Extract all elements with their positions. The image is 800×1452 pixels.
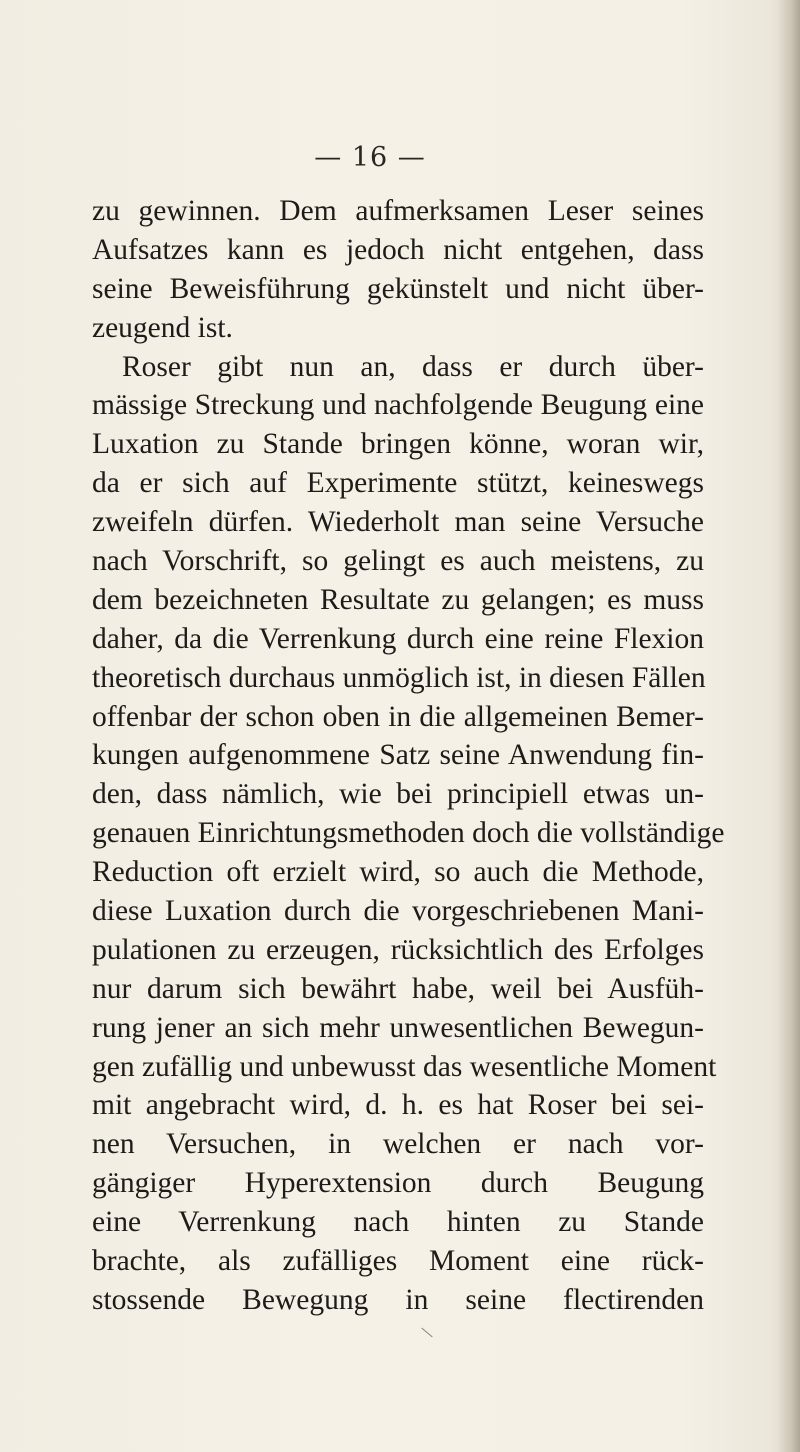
text-line: theoretisch durchaus unmöglich ist, in diesen Fällen [92, 661, 706, 694]
text-line: Reduction oft erzielt wird, so auch die Methode, [92, 856, 704, 889]
text-line: nach Vorschrift, so gelingt es auch meistens, zu [92, 545, 704, 578]
text-line: zweifeln dürfen. Wiederholt man seine Versuche [92, 506, 704, 539]
text-line: zeugend ist. [92, 311, 233, 344]
body-text [92, 192, 725, 1320]
text-line: nen Versuchen, in welchen er nach vor- [92, 1128, 704, 1161]
text-line: gängiger Hyperextension durch Beugung [92, 1167, 704, 1200]
text-line: seine Beweisführung gekünstelt und nicht über- [92, 272, 704, 305]
text-line: da er sich auf Experimente stützt, keineswegs [92, 467, 704, 500]
text-line: mässige Streckung und nachfolgende Beugung eine [92, 389, 704, 422]
text-line: gen zufällig und unbewusst das wesentliche Moment [92, 1050, 717, 1083]
text-line: daher, da die Verrenkung durch eine reine Flexion [92, 622, 704, 655]
text-line: Aufsatzes kann es jedoch nicht entgehen, dass [92, 233, 704, 266]
text-line: dem bezeichneten Resultate zu gelangen; es muss [92, 583, 704, 616]
text-line: diese Luxation durch die vorgeschriebenen Mani- [92, 895, 704, 928]
page-number: — 16 — [314, 142, 426, 173]
text-line: genauen Einrichtungsmethoden doch die vollständige [92, 817, 725, 850]
text-line: den, dass nämlich, wie bei principiell etwas un- [92, 778, 704, 811]
stray-mark [421, 1328, 432, 1338]
text-line: Roser gibt nun an, dass er durch über- [122, 350, 704, 383]
text-line: kungen aufgenommene Satz seine Anwendung fin- [92, 739, 704, 772]
text-line: offenbar der schon oben in die allgemeinen Bemer- [92, 700, 704, 733]
text-line: zu gewinnen. Dem aufmerksamen Leser seines [92, 195, 704, 227]
text-line: eine Verrenkung nach hinten zu Stande [92, 1206, 704, 1239]
page-edge-shadow [778, 0, 800, 1452]
text-line: Luxation zu Stande bringen könne, woran wir, [92, 428, 704, 461]
text-line: stossende Bewegung in seine flectirenden [92, 1283, 704, 1316]
text-line: rung jener an sich mehr unwesentlichen Bewegun- [92, 1011, 704, 1044]
text-line: pulationen zu erzeugen, rücksichtlich des Erfolges [92, 933, 704, 966]
text-line: mit angebracht wird, d. h. es hat Roser bei sei- [92, 1089, 704, 1122]
text-line: nur darum sich bewährt habe, weil bei Ausfüh- [92, 972, 704, 1005]
text-line: brachte, als zufälliges Moment eine rück- [92, 1245, 704, 1278]
